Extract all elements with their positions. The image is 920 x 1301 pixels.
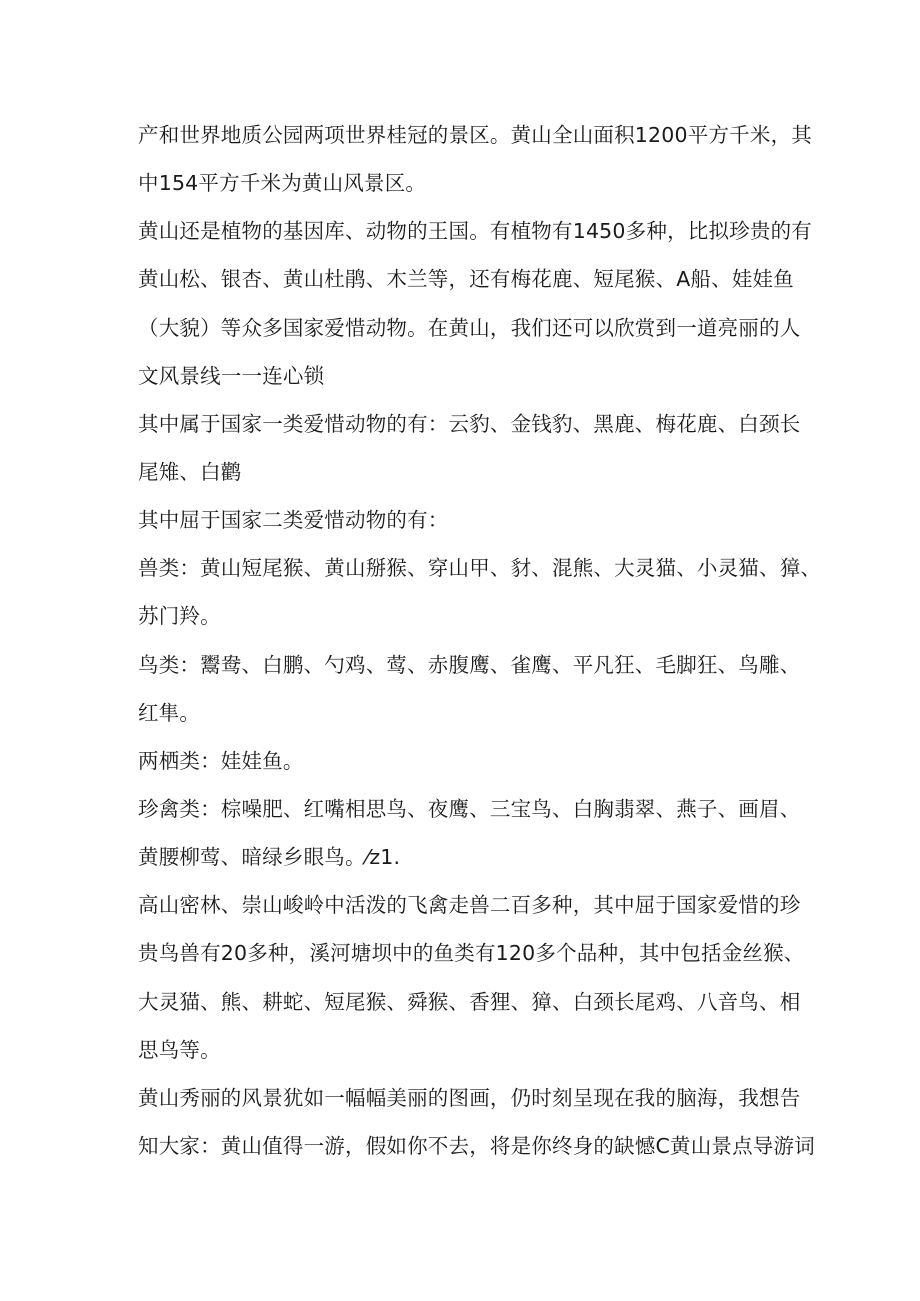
text-line: 其中属于国家一类爱惜动物的有：云豹、金钱豹、黑鹿、梅花鹿、白颈长 [138,411,801,436]
text-line: 大灵猫、熊、耕蛇、短尾猴、舜猴、香狸、獐、白颈长尾鸡、八音鸟、相 [138,989,801,1014]
text-line: （大貌）等众多国家爱惜动物。在黄山，我们还可以欣赏到一道亮丽的人 [138,315,801,340]
text-line: 兽类：黄山短尾猴、黄山掰猴、穿山甲、豺、混熊、大灵猫、小灵猫、獐、 [138,556,822,581]
text-line: 黄山松、银杏、黄山杜鹃、木兰等，还有梅花鹿、短尾猴、A船、娃娃鱼 [138,267,794,292]
text-line: 两栖类：娃娃鱼。 [138,748,304,773]
text-line: 中154平方千米为黄山风景区。 [138,171,427,196]
text-line: 尾雉、白鹳 [138,459,242,484]
text-line: 苏门羚。 [138,604,221,629]
text-line: 文风景线一一连心锁 [138,363,325,388]
text-line: 珍禽类：棕噪肥、红嘴相思鸟、夜鹰、三宝鸟、白胸翡翠、燕子、画眉、 [138,796,801,821]
text-line: 红隼。 [138,700,201,725]
document-body [138,111,822,1170]
text-line: 其中屈于国家二类爱惜动物的有： [138,508,449,533]
text-line: 黄腰柳莺、暗绿乡眼鸟。⁄z1. [138,845,401,870]
text-line: 黄山秀丽的风景犹如一幅幅美丽的图画，仍时刻呈现在我的脑海，我想告 [138,1085,801,1110]
text-line: 黄山还是植物的基因库、动物的王国。有植物有1450多种，比拟珍贵的有 [138,219,812,244]
text-line: 思鸟等。 [138,1037,221,1062]
text-line: 鸟类：鬻鸯、白鹏、勺鸡、莺、赤腹鹰、雀鹰、平凡狂、毛脚狂、鸟雕、 [138,652,801,677]
text-line: 高山密林、崇山峻岭中活泼的飞禽走兽二百多种，其中屈于国家爱惜的珍 [138,893,801,918]
text-line: 贵鸟兽有20多种，溪河塘坝中的鱼类有120多个品种，其中包括金丝猴、 [138,941,805,966]
text-line: 知大家：黄山值得一游，假如你不去，将是你终身的缺憾C黄山景点导游词 [138,1133,815,1158]
text-line: 产和世界地质公园两项世界桂冠的景区。黄山全山面积1200平方千米，其 [138,123,812,147]
